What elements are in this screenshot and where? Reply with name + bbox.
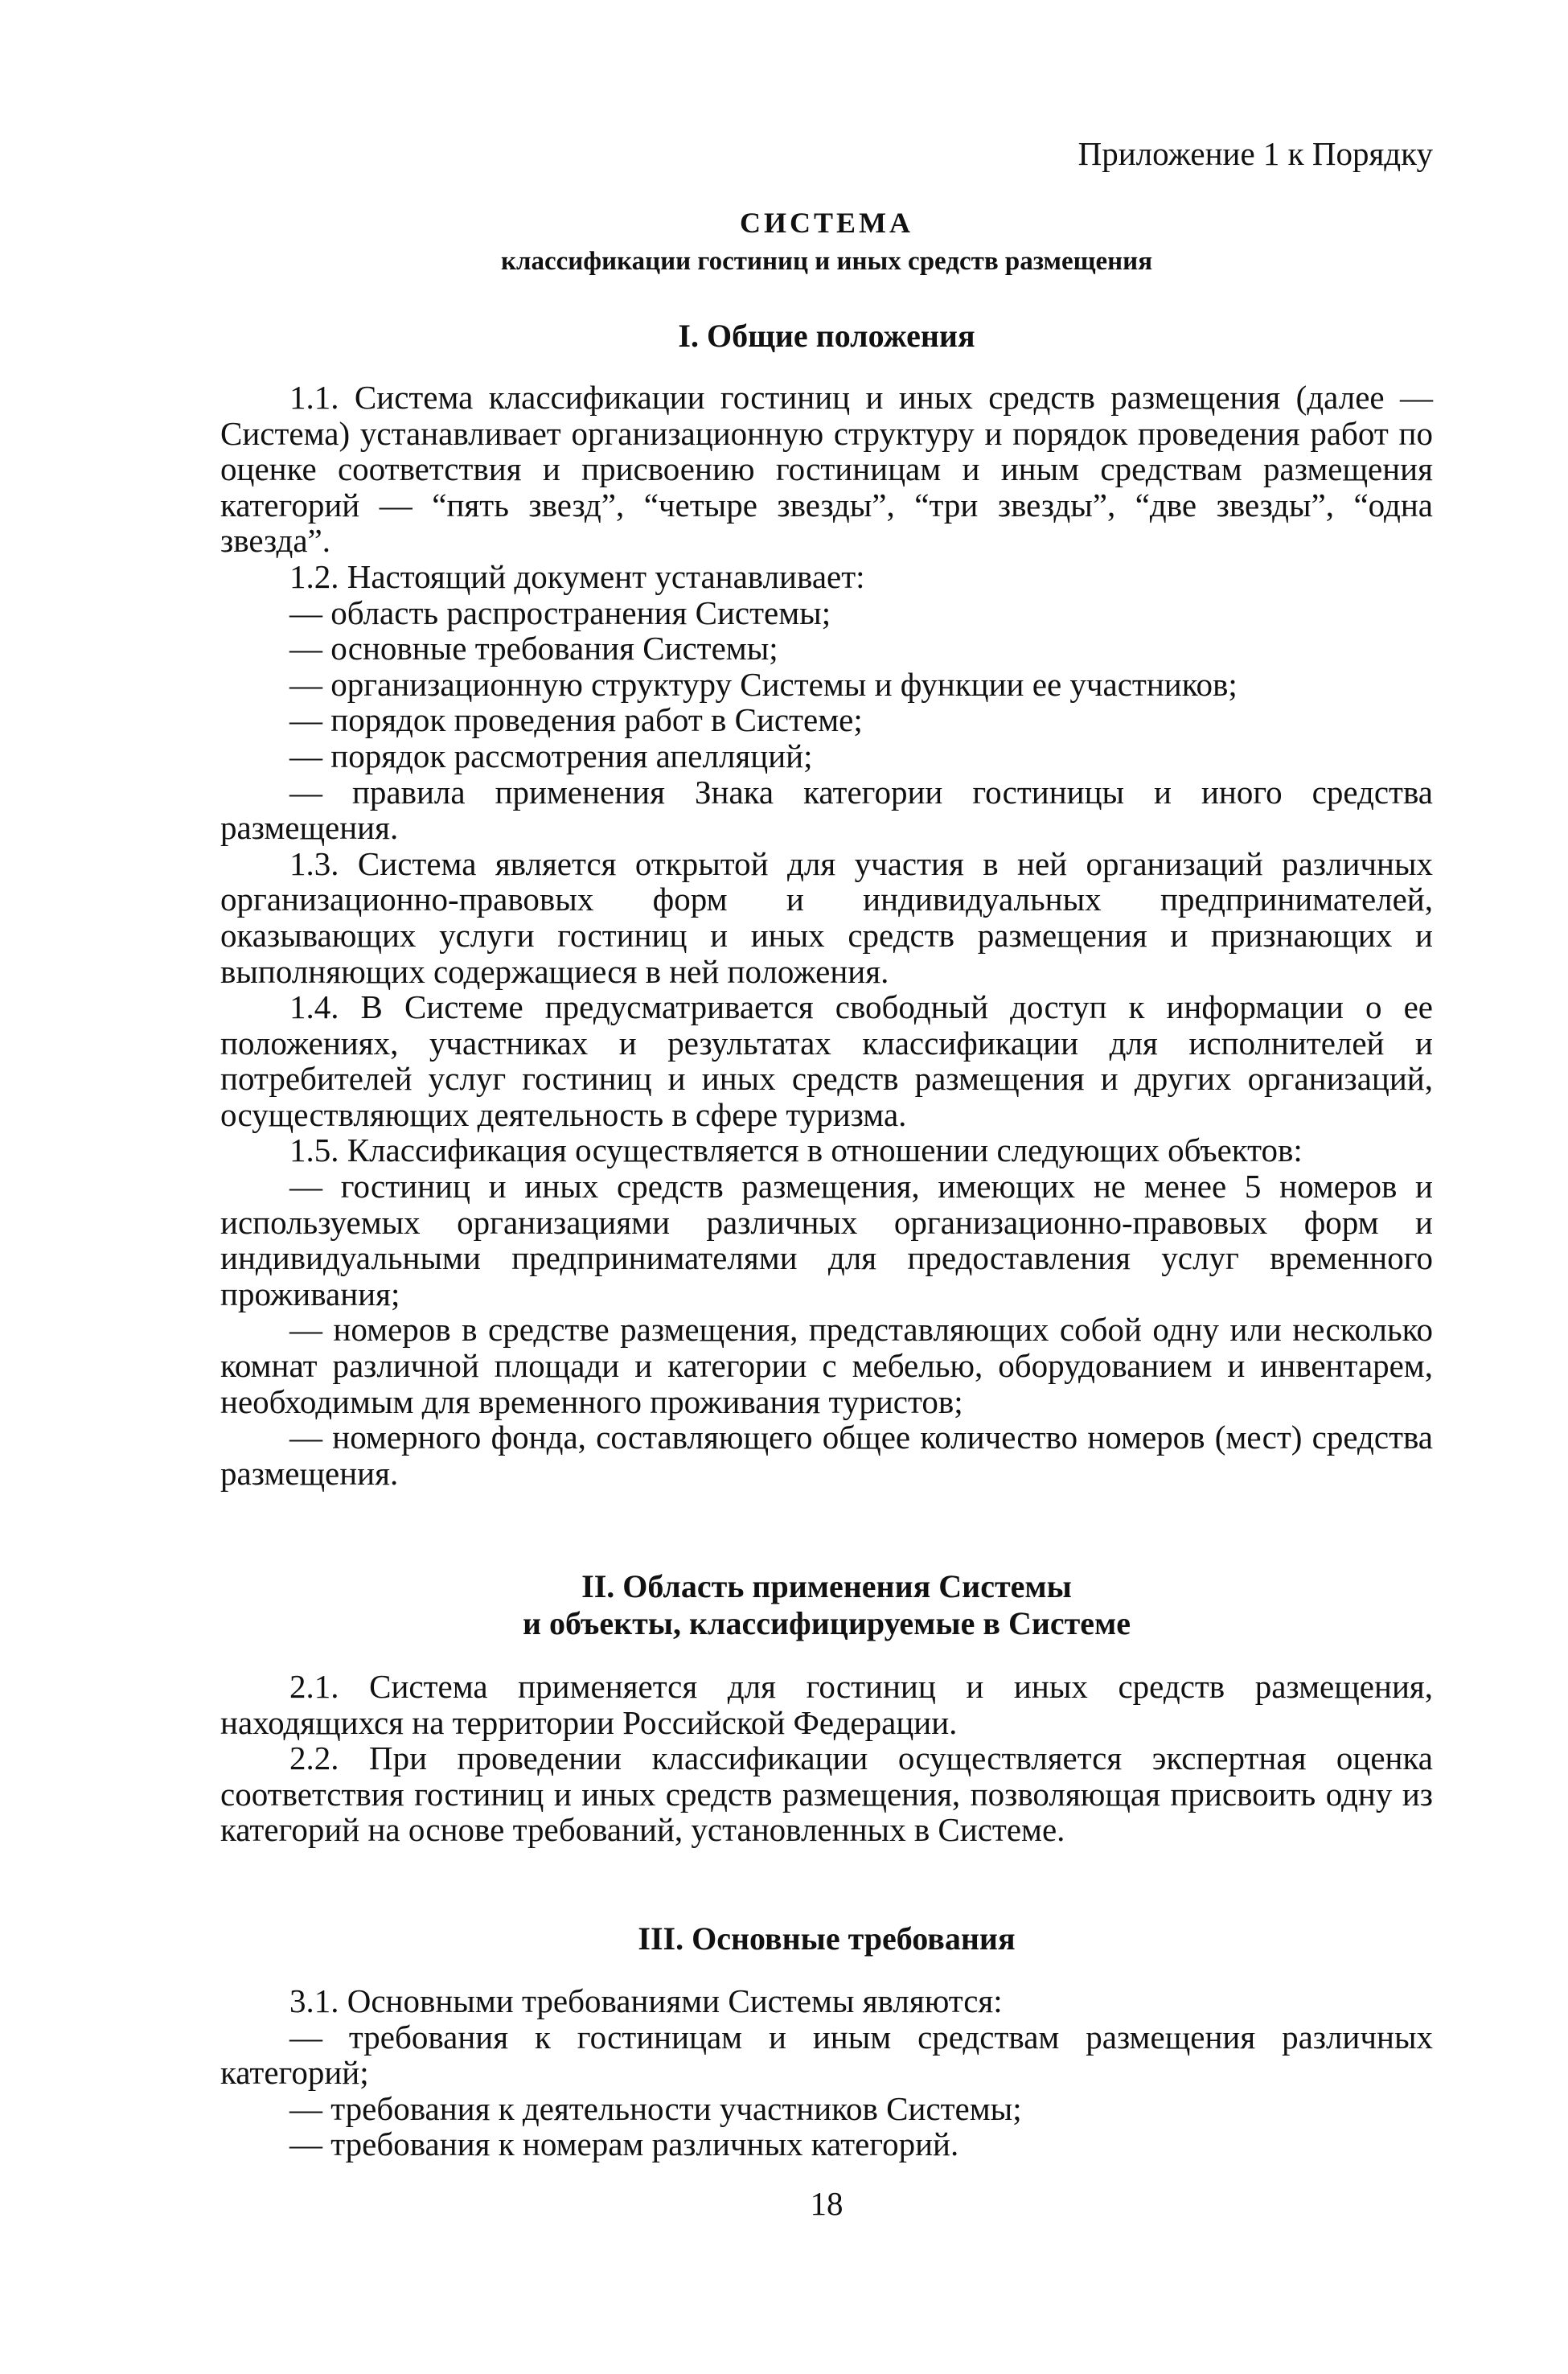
list-item: — организационную структуру Системы и функции ее участников; (289, 665, 1238, 703)
list-item: — гостиниц и иных средств размещения, имеющих не менее 5 номеров и используемых организациями различных организационно-правовых форм и индивидуальными предпринимателями для предоставления услуг временного проживания; (220, 1168, 1433, 1312)
section-2-heading-line2: и объекты, классифицируемые в Системе (522, 1605, 1131, 1641)
paragraph: 1.3. Система является открытой для участия в ней организаций различных организационно-правовых форм и индивидуальных предпринимателей, оказывающих услуги гостиниц и иных средств размещения и признающих и выполняющих содержащиеся в ней положения. (220, 844, 1433, 990)
paragraph: 2.2. При проведении классификации осуществляется экспертная оценка соответствия гостиниц и иных средств размещения, позволяющая присвоить одну из категорий на основе требований, установленных в Системе. (220, 1739, 1433, 1849)
document-title: СИСТЕМА (740, 207, 913, 239)
section-1-body (220, 380, 1433, 1491)
appendix-reference: Приложение 1 к Порядку (1077, 135, 1433, 172)
document-subtitle: классификации гостиниц и иных средств размещения (500, 247, 1153, 276)
section-3-heading: III. Основные требования (638, 1920, 1016, 1957)
paragraph: 3.1. Основными требованиями Системы являются: (289, 1982, 1003, 2019)
list-item: — требования к гостиницам и иным средствам размещения различных категорий; (220, 2018, 1433, 2092)
section-1-heading: I. Общие положения (678, 318, 975, 354)
section-2-heading-line1: II. Область применения Системы (581, 1568, 1072, 1604)
list-item: — номеров в средстве размещения, представляющих собой одну или несколько комнат различной площади и категории с мебелью, оборудованием и инвентарем, необходимым для временного проживания туристов; (220, 1311, 1433, 1420)
paragraph: 1.4. В Системе предусматривается свободный доступ к информации о ее положениях, участниках и результатах классификации для исполнителей и потребителей услуг гостиниц и иных средств размещения и других организаций, осуществляющих деятельность в сфере туризма. (220, 988, 1433, 1133)
paragraph: 1.5. Классификация осуществляется в отношении следующих объектов: (289, 1132, 1303, 1169)
list-item: — номерного фонда, составляющего общее количество номеров (мест) средства размещения. (220, 1419, 1433, 1492)
list-item: — область распространения Системы; (289, 594, 831, 631)
section-2-body (220, 1669, 1433, 1848)
paragraph: 1.2. Настоящий документ устанавливает: (289, 557, 865, 595)
list-item: — требования к деятельности участников Системы; (289, 2089, 1022, 2127)
list-item: — основные требования Системы; (289, 630, 778, 667)
list-item: — требования к номерам различных категорий. (289, 2126, 959, 2163)
page-number: 18 (810, 2185, 844, 2222)
list-item: — порядок рассмотрения апелляций; (289, 737, 813, 774)
list-item: — порядок проведения работ в Системе; (289, 701, 863, 739)
paragraph: 1.1. Система классификации гостиниц и иных средств размещения (далее — Система) устанавливает организационную структуру и порядок проведения работ по оценке соответствия и присвоению гостиницам и иным средствам размещения категорий — “пять звезд”, “четыре звезды”, “три звезды”, “две звезды”, “одна звезда”. (220, 379, 1433, 560)
section-3-body (220, 1983, 1433, 2162)
paragraph: 2.1. Система применяется для гостиниц и иных средств размещения, находящихся на территории Российской Федерации. (220, 1668, 1433, 1741)
list-item: — правила применения Знака категории гостиницы и иного средства размещения. (220, 773, 1433, 847)
